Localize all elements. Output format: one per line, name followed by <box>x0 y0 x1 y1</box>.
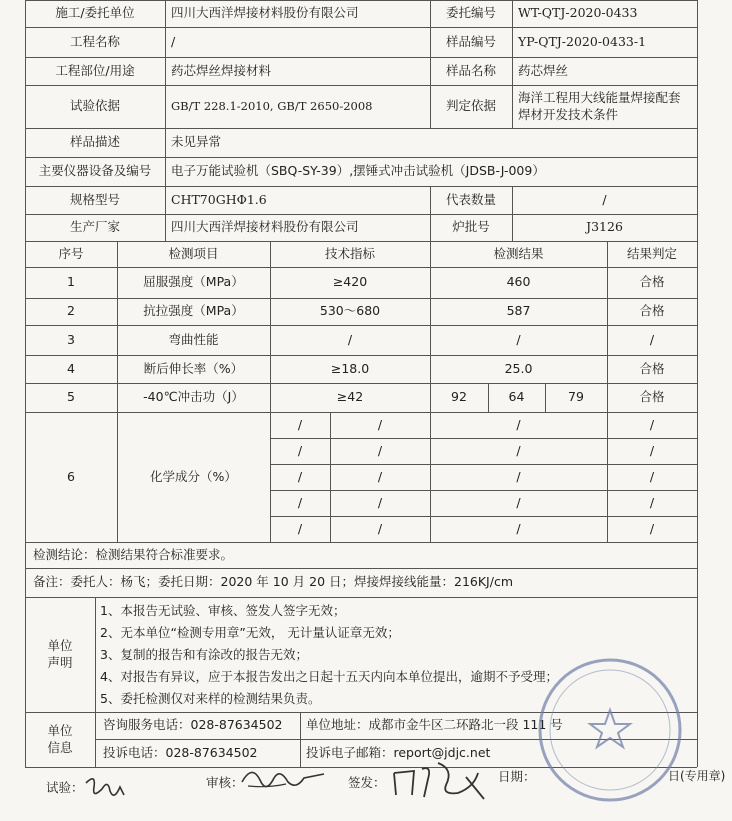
row-verdict: 合格 <box>639 274 665 290</box>
statement-item: 3、复制的报告和有涂改的报告无效； <box>100 647 308 662</box>
row-item: 抗拉强度（MPa） <box>143 303 244 319</box>
statement-item: 2、无本单位“检测专用章”无效， 无计量认证章无效； <box>100 625 400 640</box>
batch-label: 炉批号 <box>452 219 490 235</box>
chem-cell: / <box>516 416 521 432</box>
sample-name-value: 药芯焊丝 <box>518 62 569 78</box>
complaint-phone: 投诉电话：028-87634502 <box>103 744 258 760</box>
sample-desc-label: 样品描述 <box>69 134 120 150</box>
chem-cell: / <box>297 416 303 432</box>
header-no: 序号 <box>58 245 84 261</box>
impact-value: 92 <box>451 389 467 405</box>
row-verdict: 合格 <box>639 303 665 319</box>
sample-desc-value: 未见异常 <box>171 134 222 150</box>
row-result: 587 <box>506 303 531 319</box>
chem-cell: / <box>649 494 655 510</box>
chem-cell: / <box>649 520 655 536</box>
manufacturer-value: 四川大西洋焊接材料股份有限公司 <box>171 219 359 235</box>
issue-signature <box>388 755 498 805</box>
sample-name-label: 样品名称 <box>445 62 496 78</box>
row-spec: ≥18.0 <box>330 360 370 376</box>
row-no: 5 <box>67 389 75 405</box>
statement-item: 1、本报告无试验、审核、签发人签字无效； <box>100 603 346 618</box>
row-spec: 530～680 <box>319 303 381 319</box>
chem-cell: / <box>377 416 383 432</box>
chem-cell: / <box>297 520 303 536</box>
chem-no: 6 <box>67 468 75 484</box>
test-basis-value: GB/T 228.1-2010, GB/T 2650-2008 <box>171 98 373 113</box>
test-sign-label: 试验： <box>46 780 84 795</box>
row-no: 3 <box>67 331 75 347</box>
row-spec: ≥420 <box>332 274 368 290</box>
review-sign-label: 审核： <box>206 775 244 790</box>
row-spec: / <box>347 331 353 347</box>
row-no: 4 <box>67 360 75 376</box>
test-signature <box>82 765 132 805</box>
conclusion: 检测结论：检测结果符合标准要求。 <box>33 546 234 562</box>
represent-qty-label: 代表数量 <box>445 191 496 207</box>
row-item: 断后伸长率（%） <box>143 360 244 376</box>
row-spec: ≥42 <box>336 389 364 405</box>
sample-no-value: YP-QTJ-2020-0433-1 <box>518 33 647 49</box>
chem-cell: / <box>377 468 383 484</box>
chem-cell: / <box>516 520 521 536</box>
chem-cell: / <box>516 442 521 458</box>
judgment-basis-label: 判定依据 <box>445 98 496 114</box>
row-verdict: 合格 <box>639 360 665 376</box>
chem-cell: / <box>377 520 383 536</box>
row-item: 屈服强度（MPa） <box>143 274 244 290</box>
date-label: 日期： <box>498 769 536 784</box>
project-part-label: 工程部位/用途 <box>55 62 135 78</box>
row-item: 弯曲性能 <box>168 331 219 347</box>
consult-phone: 咨询服务电话：028-87634502 <box>103 717 283 733</box>
date-suffix: 日(专用章) <box>668 769 726 783</box>
chem-cell: / <box>649 416 655 432</box>
chem-cell: / <box>377 442 383 458</box>
row-result: 25.0 <box>504 360 533 376</box>
sample-no-label: 样品编号 <box>445 33 496 49</box>
chem-cell: / <box>516 494 521 510</box>
instruments-label: 主要仪器设备及编号 <box>38 163 152 179</box>
unit-address: 单位地址：成都市金牛区二环路北一段 111 号 <box>306 717 563 733</box>
chem-cell: / <box>377 494 383 510</box>
row-verdict: / <box>649 331 655 347</box>
official-stamp <box>530 650 690 810</box>
impact-value: 64 <box>508 389 525 405</box>
statement-label: 单位 声明 <box>47 637 73 670</box>
row-verdict: 合格 <box>639 389 665 405</box>
client-unit-label: 施工/委托单位 <box>55 5 135 21</box>
represent-qty-value: / <box>602 191 607 207</box>
statement-item: 5、委托检测仅对来样的检测结果负责。 <box>100 691 321 706</box>
statement-item: 4、对报告有异议，应于本报告发出之日起十五天内向本单位提出，逾期不予受理； <box>100 669 558 684</box>
judgment-basis-value: 海洋工程用大线能量焊接配套焊材开发技术条件 <box>518 89 681 122</box>
chem-cell: / <box>297 442 303 458</box>
row-no: 1 <box>67 274 75 290</box>
chem-cell: / <box>649 442 655 458</box>
project-part-value: 药芯焊丝焊接材料 <box>171 62 272 78</box>
spec-label: 规格型号 <box>69 191 120 207</box>
project-name-label: 工程名称 <box>69 33 120 49</box>
spec-value: CHT70GHΦ1.6 <box>171 191 267 207</box>
batch-value: J3126 <box>586 219 623 235</box>
complaint-email: 投诉电子邮箱：report@jdjc.net <box>306 744 491 760</box>
impact-value: 79 <box>568 389 584 405</box>
chem-cell: / <box>649 468 655 484</box>
client-unit-value: 四川大西洋焊接材料股份有限公司 <box>171 5 359 21</box>
row-item: -40℃冲击功（J） <box>143 389 244 405</box>
header-result: 检测结果 <box>493 245 544 261</box>
commission-no-label: 委托编号 <box>445 5 496 21</box>
issue-sign-label: 签发： <box>348 775 386 790</box>
chem-cell: / <box>297 494 303 510</box>
row-result: 460 <box>506 274 531 290</box>
review-signature <box>238 760 328 800</box>
chem-cell: / <box>297 468 303 484</box>
project-name-value: / <box>171 33 176 49</box>
commission-no-value: WT-QTJ-2020-0433 <box>518 5 638 21</box>
header-item: 检测项目 <box>168 245 219 261</box>
unit-info-label: 单位 信息 <box>47 722 73 755</box>
row-no: 2 <box>67 303 75 319</box>
header-spec: 技术指标 <box>324 245 375 261</box>
header-verdict: 结果判定 <box>626 245 677 261</box>
test-basis-label: 试验依据 <box>69 98 120 114</box>
row-result: / <box>516 331 521 347</box>
manufacturer-label: 生产厂家 <box>69 219 120 235</box>
remark: 备注：委托人：杨飞；委托日期：2020 年 10 月 20 日；焊接焊接线能量：216KJ/cm <box>33 574 513 590</box>
chem-cell: / <box>516 468 521 484</box>
instruments-value: 电子万能试验机（SBQ-SY-39）,摆锤式冲击试验机（JDSB-J-009） <box>171 163 545 179</box>
chem-item: 化学成分（%） <box>150 468 237 484</box>
